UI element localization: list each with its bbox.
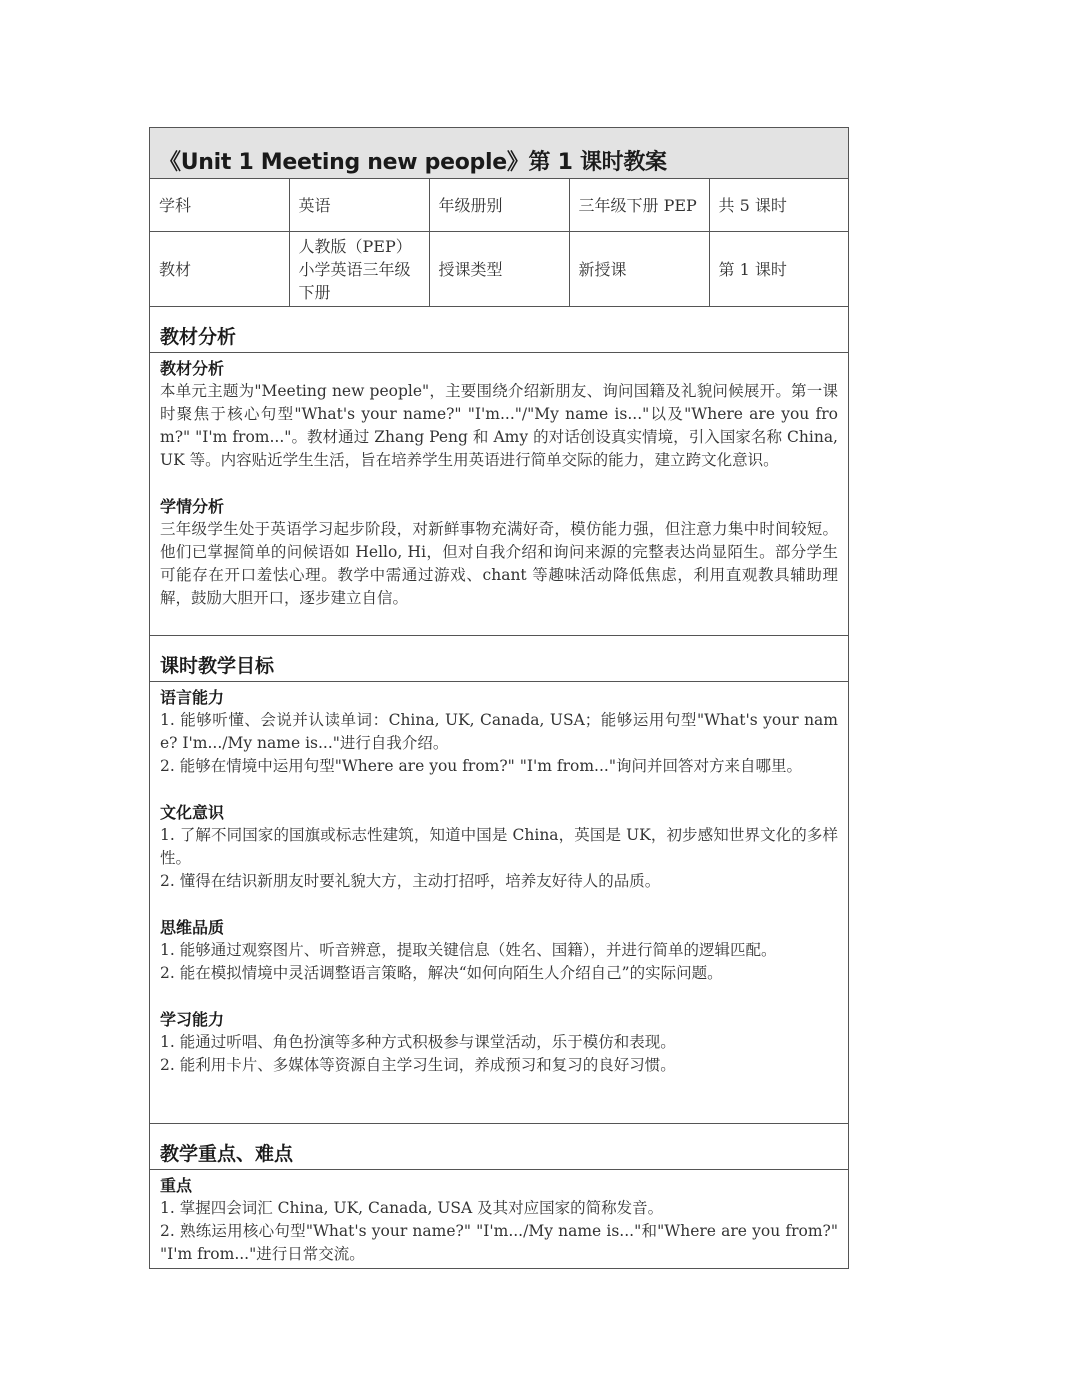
lesson-info-table xyxy=(150,179,848,307)
section-heading-goals: 课时教学目标 xyxy=(150,636,848,682)
value-total-lessons: 共 5 课时 xyxy=(709,179,848,232)
goal-item: 1. 能够通过观察图片、听音辨意，提取关键信息（姓名、国籍），并进行简单的逻辑匹配。 xyxy=(160,941,777,959)
section-heading-keypoints: 教学重点、难点 xyxy=(150,1124,848,1170)
value-lesson-type: 新授课 xyxy=(569,232,709,307)
subheading-focus: 重点 xyxy=(160,1176,193,1195)
label-textbook: 教材 xyxy=(150,232,289,307)
textbook-analysis-text: 本单元主题为"Meeting new people"，主要围绕介绍新朋友、询问国籍及礼貌问候展开。第一课时聚焦于核心句型"What's your name?" "I'm..."/"My name is..."以及"Where are you from?" "I'm from..."。教材通过 Zhang Peng 和 Amy 的对话创设真实情境，引入国家名称 China, UK 等。内容贴近学生生活，旨在培养学生用英语进行简单交际的能力，建立跨文化意识。 xyxy=(160,382,838,469)
value-subject: 英语 xyxy=(289,179,429,232)
focus-item: 2. 熟练运用核心句型"What's your name?" "I'm.../My name is..."和"Where are you from?" "I'm from..."进行日常交流。 xyxy=(160,1222,838,1263)
goal-item: 1. 能通过听唱、角色扮演等多种方式积极参与课堂活动，乐于模仿和表现。 xyxy=(160,1033,676,1051)
info-row-textbook xyxy=(150,232,848,307)
subheading-student-analysis: 学情分析 xyxy=(160,497,225,516)
lesson-plan-document xyxy=(149,127,849,1269)
value-grade: 三年级下册 PEP xyxy=(569,179,709,232)
subheading-textbook-analysis: 教材分析 xyxy=(160,359,225,378)
student-analysis-text: 三年级学生处于英语学习起步阶段，对新鲜事物充满好奇，模仿能力强，但注意力集中时间较短。他们已掌握简单的问候语如 Hello, Hi，但对自我介绍和询问来源的完整表达尚显陌生。部分学生可能存在开口羞怯心理。教学中需通过游戏、chant 等趣味活动降低焦虑，利用直观教具辅助理解，鼓励大胆开口，逐步建立自信。 xyxy=(160,520,838,607)
info-row-subject xyxy=(150,179,848,232)
goal-item: 2. 能在模拟情境中灵活调整语言策略，解决“如何向陌生人介绍自己”的实际问题。 xyxy=(160,964,723,982)
subheading-language-ability: 语言能力 xyxy=(160,688,225,707)
subheading-thinking-quality: 思维品质 xyxy=(160,918,225,937)
value-lesson-number: 第 1 课时 xyxy=(709,232,848,307)
label-grade: 年级册别 xyxy=(429,179,569,232)
section-body-keypoints xyxy=(150,1170,848,1268)
section-body-goals xyxy=(150,682,848,1124)
goal-item: 2. 懂得在结识新朋友时要礼貌大方，主动打招呼，培养友好待人的品质。 xyxy=(160,872,661,890)
section-heading-analysis: 教材分析 xyxy=(150,307,848,353)
section-body-analysis xyxy=(150,353,848,636)
value-textbook: 人教版（PEP）小学英语三年级下册 xyxy=(289,232,429,307)
goal-item: 1. 能够听懂、会说并认读单词：China, UK, Canada, USA；能够运用句型"What's your name? I'm.../My name is..."进行自我介绍。 xyxy=(160,711,838,752)
label-subject: 学科 xyxy=(150,179,289,232)
label-lesson-type: 授课类型 xyxy=(429,232,569,307)
document-title: 《Unit 1 Meeting new people》第 1 课时教案 xyxy=(150,128,848,179)
subheading-cultural-awareness: 文化意识 xyxy=(160,803,225,822)
subheading-learning-ability: 学习能力 xyxy=(160,1010,225,1029)
focus-item: 1. 掌握四会词汇 China, UK, Canada, USA 及其对应国家的简称发音。 xyxy=(160,1199,664,1217)
goal-item: 2. 能够在情境中运用句型"Where are you from?" "I'm from..."询问并回答对方来自哪里。 xyxy=(160,757,802,775)
goal-item: 2. 能利用卡片、多媒体等资源自主学习生词，养成预习和复习的良好习惯。 xyxy=(160,1056,676,1074)
goal-item: 1. 了解不同国家的国旗或标志性建筑，知道中国是 China，英国是 UK，初步感知世界文化的多样性。 xyxy=(160,826,838,867)
